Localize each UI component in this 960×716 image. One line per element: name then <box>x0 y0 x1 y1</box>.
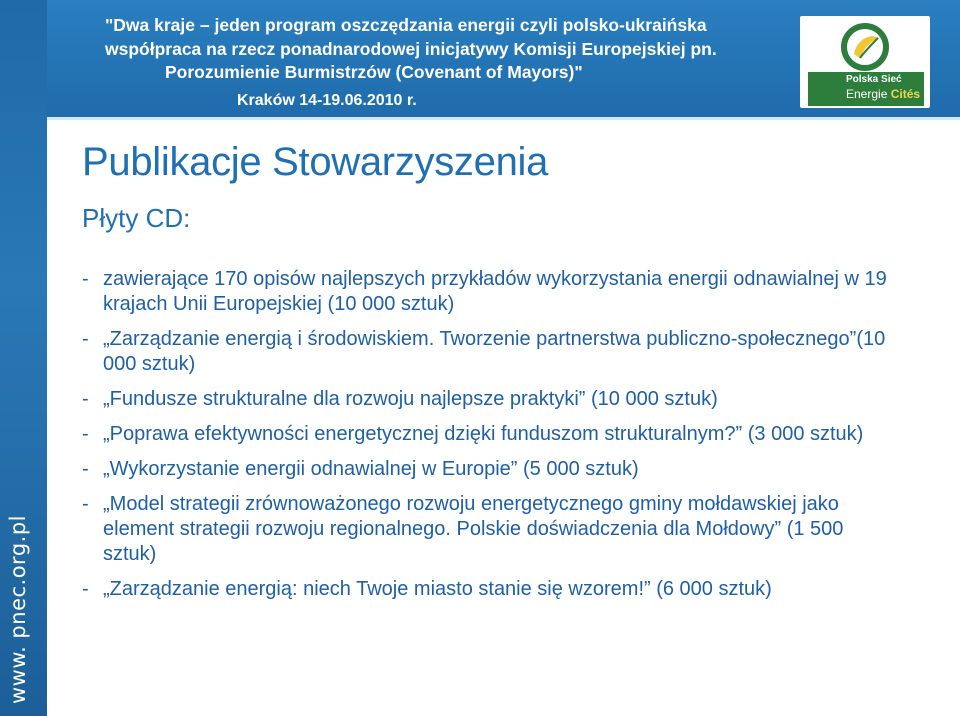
list-item <box>82 422 902 447</box>
logo-line-1: Polska Sieć <box>846 74 902 85</box>
list-item-text: „Poprawa efektywności energetycznej dzięki funduszom strukturalnym?” (3 000 sztuk) <box>103 423 864 445</box>
header-title-line-2: współpraca na rzecz ponadnarodowej inicjatywy Komisji Europejskiej pn. <box>105 38 717 59</box>
list-dash: - <box>82 328 89 350</box>
list-item <box>82 457 902 482</box>
list-item-text: „Zarządzanie energią: niech Twoje miasto stanie się wzorem!” (6 000 sztuk) <box>103 578 772 600</box>
logo-energie: Energie <box>846 87 888 101</box>
list-item <box>82 267 902 317</box>
list-item-text: zawierające 170 opisów najlepszych przykładów wykorzystania energii odnawialnej w 19 krajach Unii Europejskiej (10 000 sztuk) <box>103 268 887 315</box>
section-subtitle: Płyty CD: <box>82 203 191 233</box>
list-item <box>82 387 902 412</box>
list-item-text: „Model strategii zrównoważonego rozwoju energetycznego gminy mołdawskiej jako element strategii rozwoju regionalnego. Polskie doświadczenia dla Mołdowy” (1 500 sztuk) <box>103 493 844 565</box>
pnec-logo <box>800 16 930 108</box>
logo-cites: Cités <box>890 87 921 101</box>
list-item <box>82 492 902 567</box>
list-item <box>82 577 902 602</box>
leaf-emblem-icon <box>840 22 890 72</box>
sidebar-band <box>0 0 47 716</box>
list-item-text: „Zarządzanie energią i środowiskiem. Tworzenie partnerstwa publiczno-społecznego”(10 000 sztuk) <box>103 328 886 375</box>
page-title: Publikacje Stowarzyszenia <box>82 140 549 184</box>
header-title <box>105 14 865 85</box>
list-item <box>82 327 902 377</box>
list-dash: - <box>82 493 89 515</box>
list-item-text: „Fundusze strukturalne dla rozwoju najlepsze praktyki” (10 000 sztuk) <box>103 388 718 410</box>
header-divider <box>47 117 960 120</box>
header-title-line-1: "Dwa kraje – jeden program oszczędzania energii czyli polsko-ukraińska <box>105 15 707 35</box>
list-dash: - <box>82 578 89 600</box>
list-dash: - <box>82 268 89 290</box>
logo-line-2 <box>846 87 920 101</box>
list-dash: - <box>82 458 89 480</box>
header-date: Kraków 14-19.06.2010 r. <box>237 92 417 109</box>
list-item-text: „Wykorzystanie energii odnawialnej w Europie” (5 000 sztuk) <box>103 458 639 480</box>
header-title-line-3: Porozumienie Burmistrzów (Covenant of Mayors)" <box>165 62 583 82</box>
list-dash: - <box>82 388 89 410</box>
publication-list <box>82 267 902 612</box>
list-dash: - <box>82 423 89 445</box>
website-url[interactable]: www. pnec.org.pl <box>6 514 30 704</box>
